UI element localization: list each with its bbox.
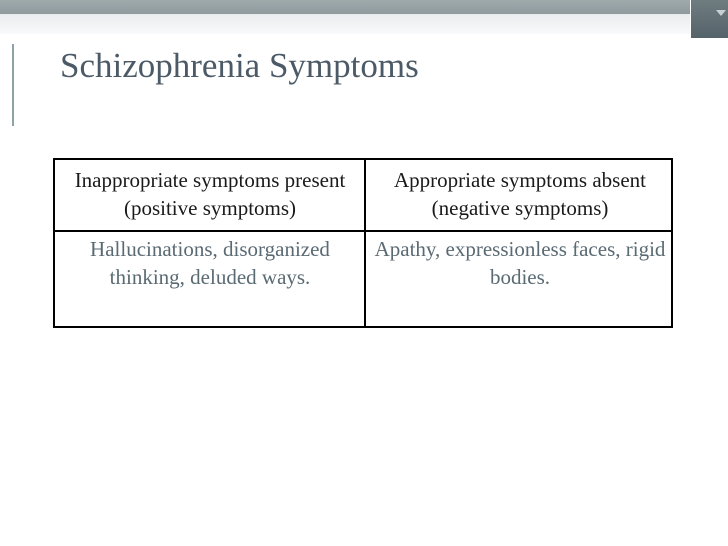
column-divider: [364, 160, 366, 326]
symptoms-table: [53, 158, 673, 328]
slide-title: Schizophrenia Symptoms: [60, 46, 419, 85]
cell-negative-symptoms: Apathy, expressionless faces, rigid bodies.: [374, 237, 666, 289]
chevron-down-icon: [716, 10, 726, 16]
header-negative-symptoms: Appropriate symptoms absent (negative symptoms): [394, 168, 646, 220]
header-positive-symptoms: Inappropriate symptoms present (positive symptoms): [74, 168, 346, 220]
cell-positive-symptoms: Hallucinations, disorganized thinking, deluded ways.: [90, 237, 330, 289]
corner-decoration: [691, 0, 728, 38]
header-band: [0, 0, 690, 14]
title-accent-rule: [12, 44, 14, 126]
header-accent-band: [0, 14, 690, 34]
